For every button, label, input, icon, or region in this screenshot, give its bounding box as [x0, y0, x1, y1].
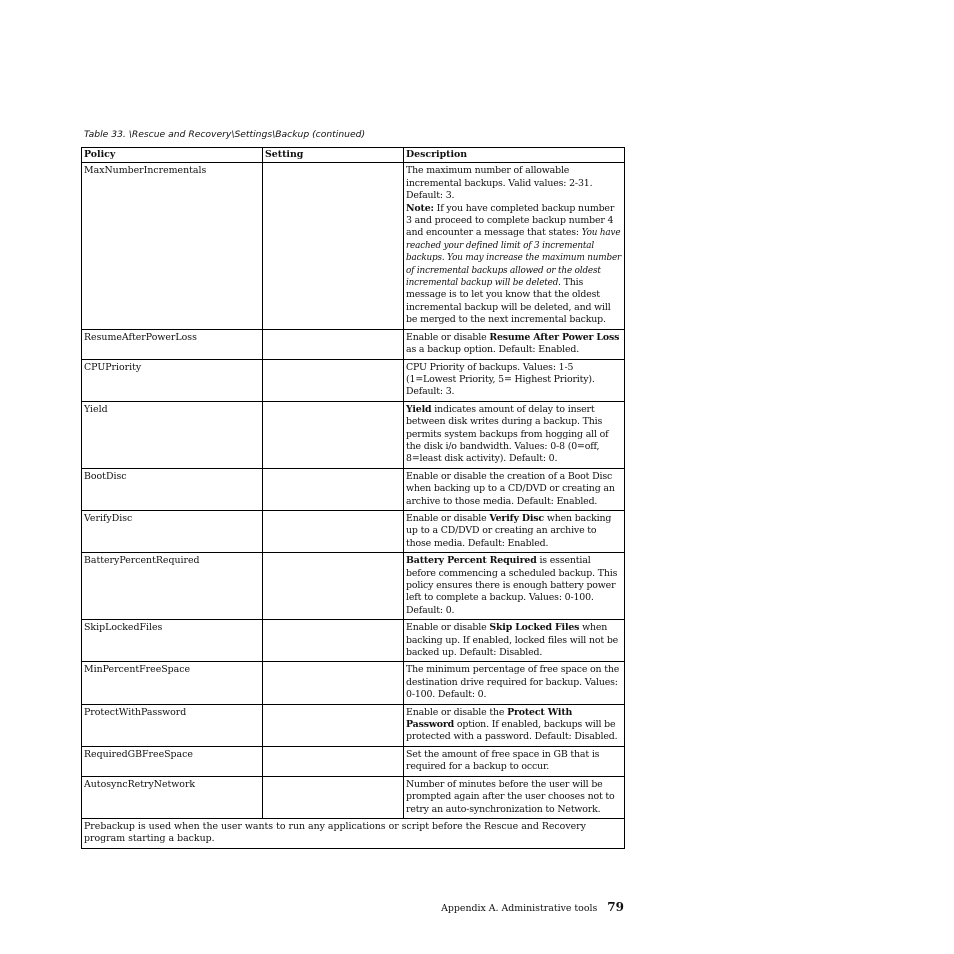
table-row — [82, 359, 625, 401]
policy-name: CPUPriority — [82, 359, 263, 401]
table-row — [82, 163, 625, 329]
policy-name: MaxNumberIncrementals — [82, 163, 263, 329]
emphasis-text: Note: — [406, 202, 434, 214]
policy-setting — [263, 468, 404, 510]
policy-description — [404, 329, 625, 359]
description-text: Enable or disable the creation of a Boot Disc when backing up to a CD/DVD or creating an archive to those media. Default: Enabled. — [406, 470, 615, 507]
table-row — [82, 776, 625, 818]
policy-name: BootDisc — [82, 468, 263, 510]
policy-setting — [263, 329, 404, 359]
backup-policy-table — [81, 147, 625, 849]
policy-name: BatteryPercentRequired — [82, 553, 263, 620]
table-row — [82, 746, 625, 776]
policy-name: SkipLockedFiles — [82, 620, 263, 662]
table-caption: Table 33. \Rescue and Recovery\Settings\Backup (continued) — [84, 129, 366, 140]
description-text: Enable or disable — [406, 512, 490, 524]
page-footer — [441, 900, 624, 914]
table-note-row — [82, 818, 625, 848]
policy-name: Yield — [82, 401, 263, 468]
prebackup-note: Prebackup is used when the user wants to run any applications or script before the Rescue and Recovery program starting a backup. — [82, 818, 625, 848]
description-text: If you have completed backup number 3 and proceed to complete backup number 4 and encounter a message that states: — [406, 202, 615, 239]
header-description: Description — [404, 148, 625, 163]
description-text: is essential before commencing a scheduled backup. This policy ensures there is enough battery power left to complete a backup. Values: 0-100. Default: 0. — [406, 555, 618, 616]
emphasis-text: Battery Percent Required — [406, 555, 537, 567]
policy-setting — [263, 553, 404, 620]
description-text: The maximum number of allowable incremental backups. Valid values: 2-31. Default: 3. — [406, 165, 593, 202]
description-text: This message is to let you know that the oldest incremental backup will be deleted, and will be merged to the next incremental backup. — [406, 277, 611, 326]
policy-setting — [263, 510, 404, 552]
policy-description — [404, 401, 625, 468]
emphasis-text: Resume After Power Loss — [489, 331, 620, 343]
emphasis-text: Protect With Password — [406, 706, 573, 731]
table-row — [82, 401, 625, 468]
policy-description — [404, 510, 625, 552]
policy-description — [404, 620, 625, 662]
policy-name: MinPercentFreeSpace — [82, 662, 263, 704]
policy-setting — [263, 620, 404, 662]
policy-setting — [263, 359, 404, 401]
table-header-row — [82, 148, 625, 163]
footer-section-title: Appendix A. Administrative tools — [441, 903, 598, 914]
description-text: when backing up to a CD/DVD or creating an archive to those media. Default: Enabled. — [406, 512, 612, 549]
policy-setting — [263, 776, 404, 818]
policy-description — [404, 553, 625, 620]
policy-description — [404, 704, 625, 746]
description-text: when backing up. If enabled, locked files will not be backed up. Default: Disabled. — [406, 622, 619, 659]
policy-description — [404, 662, 625, 704]
table-row — [82, 704, 625, 746]
emphasis-text: Verify Disc — [489, 512, 544, 524]
table-row — [82, 510, 625, 552]
policy-name: RequiredGBFreeSpace — [82, 746, 263, 776]
table-row — [82, 553, 625, 620]
table-row — [82, 329, 625, 359]
table-row — [82, 662, 625, 704]
description-text: Enable or disable — [406, 331, 490, 343]
emphasis-text: Skip Locked Files — [489, 622, 580, 634]
policy-description — [404, 746, 625, 776]
policy-description — [404, 163, 625, 329]
policy-setting — [263, 163, 404, 329]
policy-description — [404, 359, 625, 401]
description-text: Enable or disable — [406, 622, 490, 634]
table-row — [82, 468, 625, 510]
description-text: indicates amount of delay to insert between disk writes during a backup. This permits system backups from hogging all of the disk i/o bandwidth. Values: 0-8 (0=off, 8=least disk activity). Default: 0. — [406, 403, 609, 465]
policy-name: ResumeAfterPowerLoss — [82, 329, 263, 359]
description-text: Enable or disable the — [406, 706, 508, 718]
policy-name: ProtectWithPassword — [82, 704, 263, 746]
emphasis-text: Yield — [406, 403, 432, 415]
message-text: You have reached your defined limit of 3 incremental backups. You may increase the maximum number of incremental backups allowed or the oldest incremental backup will be deleted. — [406, 228, 622, 289]
policy-description — [404, 776, 625, 818]
policy-name: VerifyDisc — [82, 510, 263, 552]
policy-setting — [263, 662, 404, 704]
header-setting: Setting — [263, 148, 404, 163]
policy-setting — [263, 704, 404, 746]
description-text: The minimum percentage of free space on the destination drive required for backup. Values: 0-100. Default: 0. — [406, 664, 620, 701]
description-text: option. If enabled, backups will be protected with a password. Default: Disabled. — [406, 719, 618, 743]
description-text: as a backup option. Default: Enabled. — [406, 344, 580, 356]
table-row — [82, 620, 625, 662]
page-number: 79 — [607, 900, 624, 914]
description-text: Set the amount of free space in GB that is required for a backup to occur. — [406, 748, 600, 773]
policy-setting — [263, 746, 404, 776]
description-text: Number of minutes before the user will be prompted again after the user chooses not to retry an auto-synchronization to Network. — [406, 778, 615, 815]
policy-description — [404, 468, 625, 510]
policy-name: AutosyncRetryNetwork — [82, 776, 263, 818]
description-text: CPU Priority of backups. Values: 1-5 (1=Lowest Priority, 5= Highest Priority). Default: 3. — [406, 361, 595, 398]
header-policy: Policy — [82, 148, 263, 163]
policy-setting — [263, 401, 404, 468]
